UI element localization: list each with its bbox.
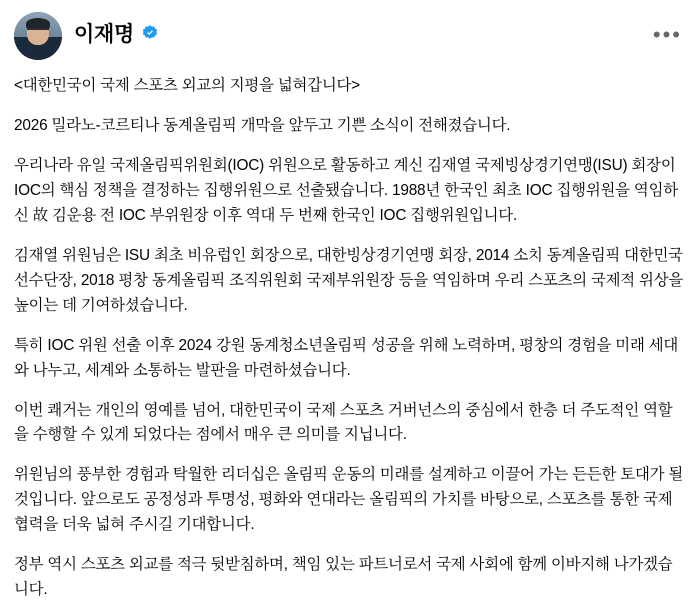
post-paragraph: <대한민국이 국제 스포츠 외교의 지평을 넓혀갑니다> <box>14 77 360 94</box>
avatar[interactable] <box>14 12 62 60</box>
post-more-options-button[interactable]: ••• <box>652 22 682 47</box>
avatar-glasses <box>27 28 48 35</box>
verified-badge-icon <box>141 24 159 42</box>
post-paragraph: 우리나라 유일 국제올림픽위원회(IOC) 위원으로 활동하고 계신 김재열 국제빙상경기연맹(ISU) 회장이 IOC의 핵심 정책을 결정하는 집행위원으로 선출됐습니다. 1988년 한국인 최초 IOC 집행위원을 역임하신 故 김운용 전 IOC 부위원장 이후 역대 두 번째 한국인 IOC 집행위원입니다. <box>14 156 678 224</box>
post-paragraph: 정부 역시 스포츠 외교를 적극 뒷받침하며, 책임 있는 파트너로서 국제 사회에 함께 이바지해 나가겠습니다. <box>14 556 673 599</box>
post-paragraph: 위원님의 풍부한 경험과 탁월한 리더십은 올림픽 운동의 미래를 설계하고 이끌어 가는 든든한 토대가 될 것입니다. 앞으로도 공정성과 투명성, 평화와 연대라는 올림픽의 가치를 바탕으로, 스포츠를 통한 국제 협력을 더욱 넓혀 주시길 기대합니다. <box>14 466 684 534</box>
post-paragraph: 김재열 위원님은 ISU 최초 비유럽인 회장으로, 대한빙상경기연맹 회장, 2014 소치 동계올림픽 대한민국 선수단장, 2018 평창 동계올림픽 조직위원회 국제부위원장 등을 역임하며 우리 스포츠의 국제적 위상을 높이는 데 기여하셨습니다. <box>14 246 684 314</box>
post-body <box>14 74 686 603</box>
post-header <box>14 12 686 68</box>
post-paragraph: 2026 밀라노-코르티나 동계올림픽 개막을 앞두고 기쁜 소식이 전해졌습니다. <box>14 116 511 134</box>
author-block <box>74 12 159 48</box>
post-paragraph: 특히 IOC 위원 선출 이후 2024 강원 동계청소년올림픽 성공을 위해 노력하며, 평창의 경험을 미래 세대와 나누고, 세계와 소통하는 발판을 마련하셨습니다. <box>14 336 679 379</box>
post-paragraph: 이번 쾌거는 개인의 영예를 넘어, 대한민국이 국제 스포츠 거버넌스의 중심에서 한층 더 주도적인 역할을 수행할 수 있게 되었다는 점에서 매우 큰 의미를 지닙니다. <box>14 401 673 444</box>
author-name[interactable]: 이재명 <box>74 23 134 46</box>
